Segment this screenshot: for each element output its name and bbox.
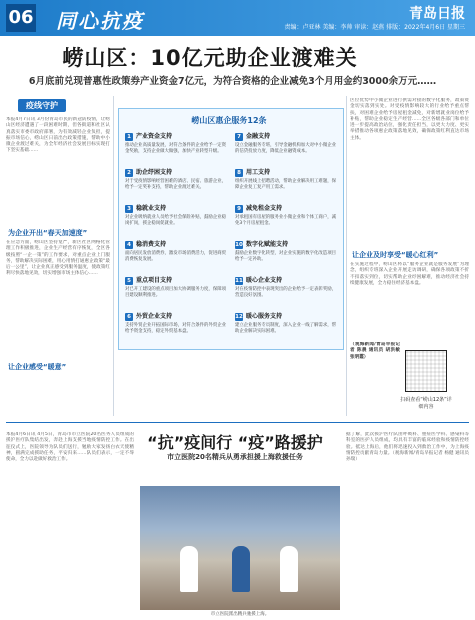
policy-item xyxy=(125,167,229,191)
policy-item-body: 对已开工建设的重点项目加大协调服务力度，保障项目建设顺利推进。 xyxy=(125,287,226,298)
policy-item-body: 建立企业服务专员制度，深入企业一线了解需求，帮助企业解决实际困难。 xyxy=(235,323,336,334)
policy-item xyxy=(235,239,339,263)
policy-item-number: 7 xyxy=(235,133,243,141)
policy-item-number: 2 xyxy=(125,169,133,177)
column-divider xyxy=(113,96,114,416)
policy-item-heading: 用工支持 xyxy=(246,169,271,176)
left-column-text-2: 在应急方面，崂山区坚持宽严，新区社区网格化管理工作积极推进，企业生产经营有序恢复，全区各级按照“一企一策”的工作要求，对重点企业上门服务，帮助解决实际困难，用心用情打通惠企政策“最后一公里”，让企业真正感受到服务温度，使政策红利尽快落地见效，切实增强市场主体信心…… xyxy=(6,240,110,277)
person-figure xyxy=(280,546,298,592)
policy-item-title xyxy=(125,239,229,249)
policy-item xyxy=(125,275,229,299)
policy-item-body: 对承租国有房屋的服务业小微企业和个体工商户，减免3个月房屋租金。 xyxy=(235,215,336,226)
policy-item-number: 10 xyxy=(235,242,243,248)
policy-item-body: 组织开展线上招聘活动，帮助企业解决用工难题，保障企业复工复产用工需求。 xyxy=(235,179,336,190)
bottom-headline: “抗”疫间行 “疫”路援护 xyxy=(147,433,323,452)
policy-item xyxy=(125,239,229,263)
bottom-left-text: 本报4月6日讯 4月5日，青岛市市立医院20名医务人员组成的援沪医疗队集结出发，奔赴上海支援当地疫情防控工作。在出征仪式上，医院领导为队员们送行，勉励大家发扬白衣天使精神，圆满完成援助任务，平安归来……队员们表示，一定不辱使命，全力以赴做好救治工作。 xyxy=(6,432,134,463)
policy-item-body: 支持外贸企业开拓国际市场，对符合条件的外贸企业给予资金支持，稳定外贸基本盘。 xyxy=(125,323,226,334)
column-divider xyxy=(346,96,347,416)
subheadline: 6月底前兑现普惠性政策券产业资金7亿元，为符合资格的企业减免3个月用金约3000余万元…… xyxy=(28,76,437,87)
policy-item-title xyxy=(125,131,229,141)
policy-item-number: 9 xyxy=(235,205,243,213)
policy-item-body: 对于受疫情影响经营困难的酒店、民宿、旅游企业，给予一定奖补支持，帮助企业渡过难关。 xyxy=(125,179,226,190)
policy-item xyxy=(235,131,339,155)
policy-item xyxy=(235,311,339,335)
qr-caption: 扫码查看“崂山12条”详细内容 xyxy=(400,397,452,410)
policy-item-heading: 产业资金支持 xyxy=(136,133,173,140)
policy-item-number: 5 xyxy=(125,277,133,285)
policy-item xyxy=(125,311,229,335)
policy-item-body: 鼓励企业数字化转型，对企业实施的数字化改造项目给予一定补助。 xyxy=(235,251,336,262)
policy-item-title xyxy=(125,275,229,285)
policy-item xyxy=(235,203,339,227)
person-figure xyxy=(232,546,250,592)
right-column-text: 区位优势中小微企业进行供需对接的数字化服务，政策资金切实落到实处。对受疫情影响较大的行业给予重点帮扶，对困难企业给予房屋租金减免，对新增就业岗位给予补贴，帮助企业稳定生产经营……全区各级各部门和单位进一步提高政治站位，强化责任担当，以更大力度、更实举措推动各项惠企政策落地见效，确保政策红利直达市场主体。 xyxy=(350,98,469,141)
policy-item-heading: 暖心企业支持 xyxy=(246,277,283,284)
left-subtitle-2: 让企业感受“暖意” xyxy=(8,363,67,371)
policy-item-body: 对企业吸纳就业人员给予社会保险补贴，鼓励企业稳岗扩岗，援企稳岗促就业。 xyxy=(125,215,226,226)
qr-code[interactable] xyxy=(405,350,447,392)
page-number: 06 xyxy=(6,4,36,32)
policy-box xyxy=(118,108,344,350)
bottom-right-text: 据了解，此次援沪医疗队由呼吸科、重症医学科、感染科等科室的医护人员组成，均具有丰富的临床经验和疫情防控经验。抵达上海后，他们将迅速投入到救治工作中，为上海疫情防控贡献青岛力量。（观海新闻/青岛早报记者 杨健 通讯员 孙瑞） xyxy=(346,432,469,463)
section-divider xyxy=(6,422,469,423)
right-column-text-2: 在实施过程中，崂山区将以“服务企业就是服务发展”为理念，组织专班深入企业开展走访调研，确保各项政策不折不扣落实到位，切实帮助企业纾困解难，推动经济社会持续健康发展，全力稳住经济基本盘。 xyxy=(350,262,469,286)
bottom-subheadline: 市立医院20名精兵从勇承担援上海救援任务 xyxy=(167,453,303,461)
policy-item-number: 12 xyxy=(235,314,243,320)
policy-item-heading: 稳消费支持 xyxy=(136,241,167,248)
policy-item-title xyxy=(235,131,339,141)
policy-item-heading: 数字化赋能支持 xyxy=(246,241,289,248)
policy-item-title xyxy=(125,311,229,321)
policy-item-heading: 稳就业支持 xyxy=(136,205,167,212)
policy-item xyxy=(235,275,339,299)
policy-item-number: 8 xyxy=(235,169,243,177)
policy-item-title xyxy=(235,275,339,285)
policy-item-heading: 减免租金支持 xyxy=(246,205,283,212)
policy-item-title xyxy=(125,167,229,177)
column-tag: 疫线守护 xyxy=(18,99,66,112)
policy-item-body: 推动企业高质量发展，对符合条件的企业给予一定资金奖励，支持企业做大做强，加快产业转型升级。 xyxy=(125,143,226,154)
editor-credits: 责编：卢亚林 美编：李帅 审读：赵燕 排版：2022年4月6日 星期三 xyxy=(284,24,465,31)
policy-item-title xyxy=(235,239,339,249)
person-figure xyxy=(180,546,198,592)
policy-item-title xyxy=(235,167,339,177)
masthead: 青岛日报 xyxy=(409,6,465,22)
policy-item-heading: 暖心服务支持 xyxy=(246,313,283,320)
policy-item xyxy=(125,203,229,227)
policy-item-body: 面向居民发放消费券，激发市场消费活力，促进商贸消费恢复发展。 xyxy=(125,251,226,262)
policy-item-title xyxy=(235,311,339,321)
policy-item-number: 3 xyxy=(125,205,133,213)
policy-item-heading: 金融支持 xyxy=(246,133,271,140)
policy-item-heading: 助企纾困支持 xyxy=(136,169,173,176)
policy-item-heading: 外贸企业支持 xyxy=(136,313,173,320)
policy-item-heading: 重点项目支持 xyxy=(136,277,173,284)
policy-item-number: 11 xyxy=(235,278,243,284)
photo-caption: 市立医院派出精兵驰援上海。 xyxy=(210,612,270,617)
left-subtitle: 为企业开出“春天加速度” xyxy=(8,229,88,237)
policy-item-body: 对在疫情防控中表现突出的企业给予一定表彰奖励，营造良好氛围。 xyxy=(235,287,336,298)
policy-item-number: 1 xyxy=(125,133,133,141)
policy-item xyxy=(235,167,339,191)
right-subtitle: 让企业及时享受“暖心红利” xyxy=(352,251,439,259)
policy-item-title xyxy=(235,203,339,213)
headline: 崂山区：10亿元助企业渡难关 xyxy=(62,46,358,70)
policy-item xyxy=(125,131,229,155)
policy-item-title xyxy=(125,203,229,213)
left-column-text: 本报4月7日讯 3月份青岛市民的新冠防疫情，让崂山区经济遭遇了一段困难时期，但各街道和社区认真落实市委市政府部署，为有效减轻企业负担，提振市场信心，崂山区日前出台政策措施，帮助中小微企业渡过难关，为全年经济社会发展目标实现打下坚实基础…… xyxy=(6,117,110,154)
section-title: 同心抗疫 xyxy=(56,9,144,33)
policy-item-body: 设立金融服务专班，引导金融机构加大对中小微企业的信贷投放力度，降低企业融资成本。 xyxy=(235,143,336,154)
policy-item-number: 6 xyxy=(125,313,133,321)
policy-box-title: 崂山区惠企服务12条 xyxy=(191,116,267,125)
right-credit: （观海新闻/青岛早报记者 陈晨 通讯员 胡洪敏 张明霞） xyxy=(350,342,400,360)
news-photo xyxy=(140,486,340,610)
page-header xyxy=(0,0,475,36)
policy-item-number: 4 xyxy=(125,241,133,249)
